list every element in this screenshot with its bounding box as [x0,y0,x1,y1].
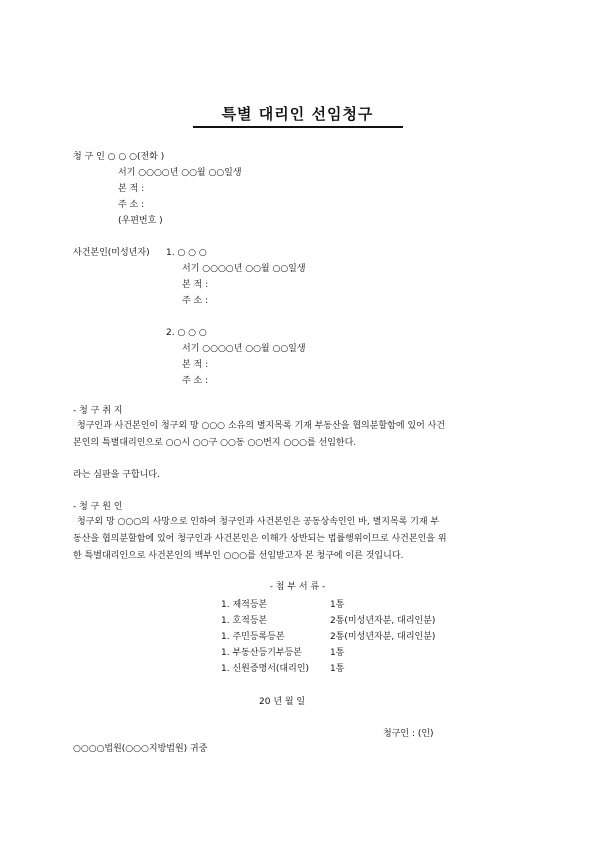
principal-2-address: 주 소 : [182,376,209,386]
document-title: 특별 대리인 선임청구 [221,105,374,123]
attachment-count: 1통 [330,664,345,674]
principal-2-birth: 서기 ○○○○년 ○○월 ○○일생 [182,344,306,354]
claimant-header: 청 구 인 ○ ○ ○(전화 ) [73,152,165,162]
purpose-line-1: 청구인과 사건본인이 청구외 망 ○○○ 소유의 별지목록 기재 부동산을 협의분할함에 있어 사건 [77,421,446,431]
principal-1-domicile: 본 적 : [182,280,209,290]
attachment-name: 1. 주민등록등본 [221,632,285,642]
attachment-name: 1. 호적등본 [221,616,268,626]
claimant-address: 주 소 : [118,200,145,210]
claimant-birth: 서기 ○○○○년 ○○월 ○○일생 [118,168,242,178]
claimant-domicile: 본 적 : [118,184,145,194]
attachment-count: 1통 [330,600,345,610]
purpose-line-2: 본인의 특별대리인으로 ○○시 ○○구 ○○동 ○○번지 ○○○를 선임한다. [73,438,357,448]
signature-line: 청구인 : (인) [383,729,434,739]
court-addressee: ○○○○법원(○○○지방법원) 귀중 [73,744,208,754]
principal-2-number: 2. ○ ○ ○ [166,328,207,338]
purpose-heading: - 청 구 취 지 [73,406,123,416]
cause-heading: - 청 구 원 인 [73,502,123,512]
attachment-name: 1. 부동산등기부등본 [221,648,303,658]
principal-1-birth: 서기 ○○○○년 ○○월 ○○일생 [182,264,306,274]
cause-line-3: 한 특별대리인으로 사건본인의 백부인 ○○○를 선임받고자 본 청구에 이른 것입니다. [73,551,404,561]
attachments-heading: - 첨 부 서 류 - [269,582,326,592]
attachment-count: 2통(미성년자분, 대리인분) [330,616,436,626]
principal-1-number: 1. ○ ○ ○ [166,248,207,258]
title-underline [193,126,403,128]
date-line: 20 년 월 일 [259,697,306,707]
attachment-count: 1통 [330,648,345,658]
cause-line-1: 청구외 망 ○○○의 사망으로 인하여 청구인과 사건본인은 공동상속인인 바, 별지목록 기재 부 [77,517,440,527]
claimant-postal: (우편번호 ) [118,216,163,226]
principal-label: 사건본인(미성년자) [73,248,150,258]
principal-2-domicile: 본 적 : [182,360,209,370]
cause-line-2: 동산을 협의분할함에 있어 청구인과 사건본인은 이해가 상반되는 법률행위이므로 사건본인을 위 [73,534,447,544]
purpose-closing: 라는 심판을 구합니다. [73,470,160,480]
attachment-name: 1. 신원증명서(대리인) [221,664,310,674]
principal-1-address: 주 소 : [182,296,209,306]
attachment-name: 1. 제적등본 [221,600,268,610]
attachment-count: 2통(미성년자분, 대리인분) [330,632,436,642]
